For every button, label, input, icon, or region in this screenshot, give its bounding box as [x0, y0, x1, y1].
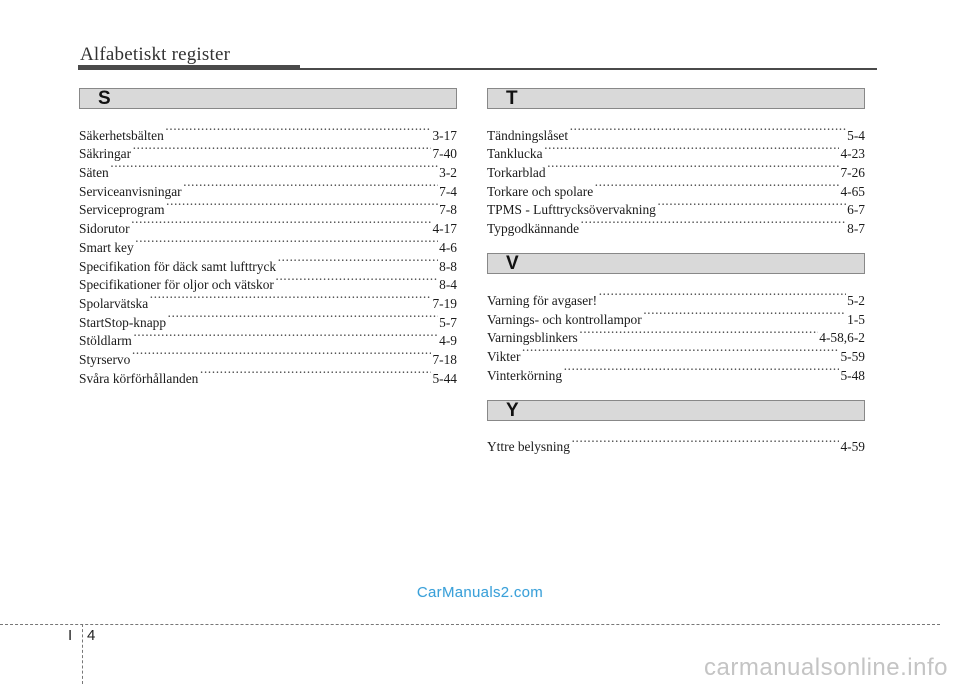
dot-leader [133, 327, 438, 346]
section-header-y [487, 400, 865, 421]
entry-page-ref: 5-59 [840, 348, 865, 364]
dot-leader [132, 140, 431, 159]
dot-leader [580, 214, 846, 233]
index-entry [487, 158, 865, 181]
dot-leader [594, 177, 839, 196]
dot-leader [657, 196, 846, 215]
section-letter-y: Y [506, 399, 519, 421]
entry-term: Serviceprogram [79, 202, 165, 218]
section-header-t [487, 88, 865, 109]
entry-page-ref: 3-17 [432, 127, 457, 143]
entry-term: TPMS - Lufttrycksövervakning [487, 202, 656, 218]
section-letter-v: V [506, 253, 519, 275]
entry-page-ref: 7-18 [432, 351, 457, 367]
index-entry [79, 327, 457, 349]
entry-term: Sidorutor [79, 221, 130, 237]
entry-page-ref: 4-65 [840, 183, 865, 199]
entry-term: Smart key [79, 239, 134, 255]
entry-term: Yttre belysning [487, 439, 570, 455]
dot-leader [131, 214, 432, 233]
title-underline-thin [300, 68, 877, 70]
entry-list-v [487, 274, 865, 383]
index-entry [79, 177, 457, 199]
entry-page-ref: 5-44 [432, 370, 457, 386]
entry-page-ref: 7-26 [840, 165, 865, 181]
entry-page-ref: 5-2 [847, 292, 865, 308]
dot-leader [110, 158, 438, 177]
dot-leader [131, 345, 431, 364]
entry-page-ref: 4-23 [840, 146, 865, 162]
section-letter-t: T [506, 88, 518, 109]
dot-leader [579, 324, 819, 343]
index-entry [487, 140, 865, 162]
entry-page-ref: 7-40 [432, 146, 457, 162]
entry-page-ref: 4-58,6-2 [819, 330, 865, 346]
entry-term: Specifikationer för oljor och vätskor [79, 277, 274, 293]
index-entry [79, 252, 457, 274]
dot-leader [135, 233, 438, 252]
index-entry [79, 233, 457, 255]
index-column-left [79, 88, 457, 403]
entry-term: Varning för avgaser! [487, 292, 598, 308]
entry-page-ref: 5-7 [439, 314, 457, 330]
entry-term: Vinterkörning [487, 367, 563, 383]
entry-term: Varningsblinkers [487, 330, 578, 346]
dot-leader [569, 121, 846, 140]
entry-page-ref: 4-9 [439, 333, 457, 349]
entry-term: Säkringar [79, 146, 132, 162]
section-header-s [79, 88, 457, 109]
entry-page-ref: 5-4 [847, 127, 865, 143]
index-entry [487, 361, 865, 383]
index-entry [79, 121, 457, 143]
dot-leader [547, 158, 840, 177]
entry-term: Styrservo [79, 351, 131, 367]
entry-page-ref: 4-59 [840, 439, 865, 455]
entry-term: Stöldlarm [79, 333, 132, 349]
index-entry [79, 364, 457, 386]
entry-term: Vikter [487, 348, 521, 364]
entry-term: Typgodkännande [487, 221, 580, 237]
entry-page-ref: 7-8 [439, 202, 457, 218]
index-entry [487, 286, 865, 308]
dot-leader [165, 121, 432, 140]
dot-leader [643, 305, 846, 324]
footer-rule [0, 624, 940, 625]
entry-term: Säkerhetsbälten [79, 127, 164, 143]
dot-leader [149, 289, 431, 308]
dot-leader [167, 308, 438, 327]
entry-term: Varnings- och kontrollampor [487, 311, 642, 327]
index-column-right [487, 88, 865, 471]
entry-term: Serviceanvisningar [79, 183, 182, 199]
dot-leader [521, 342, 839, 361]
entry-page-ref: 4-17 [432, 221, 457, 237]
dot-leader [199, 364, 431, 383]
dot-leader [277, 252, 438, 271]
entry-page-ref: 7-19 [432, 295, 457, 311]
dot-leader [598, 286, 846, 305]
title-underline-thick [78, 65, 300, 70]
entry-term: Torkare och spolare [487, 183, 594, 199]
footer-section-label: I [68, 627, 73, 644]
footer-page-number: 4 [87, 627, 96, 644]
index-entry [79, 345, 457, 367]
entry-list-y [487, 421, 865, 455]
entry-page-ref: 4-6 [439, 239, 457, 255]
entry-term: Torkarblad [487, 165, 546, 181]
entry-term: Spolarvätska [79, 295, 149, 311]
entry-page-ref: 8-4 [439, 277, 457, 293]
index-entry [79, 214, 457, 237]
index-entry [487, 342, 865, 364]
entry-term: Svåra körförhållanden [79, 370, 199, 386]
footer-vertical-rule [82, 624, 83, 684]
page-title: Alfabetiskt register [80, 44, 231, 65]
dot-leader [166, 196, 439, 215]
dot-leader [183, 177, 439, 196]
entry-page-ref: 8-7 [847, 221, 865, 237]
entry-term: StartStop-knapp [79, 314, 167, 330]
entry-page-ref: 7-4 [439, 183, 457, 199]
entry-page-ref: 8-8 [439, 258, 457, 274]
entry-page-ref: 3-2 [439, 165, 457, 181]
section-letter-s: S [98, 88, 111, 109]
entry-term: Säten [79, 165, 109, 181]
watermark-carmanuals2: CarManuals2.com [416, 584, 544, 601]
entry-list-s [79, 109, 457, 386]
entry-term: Tändningslåset [487, 127, 569, 143]
section-header-v [487, 253, 865, 274]
entry-page-ref: 1-5 [847, 311, 865, 327]
index-entry [79, 158, 457, 181]
index-entry [487, 121, 865, 143]
entry-list-t [487, 109, 865, 237]
index-entry [79, 140, 457, 162]
dot-leader [275, 271, 438, 290]
dot-leader [544, 140, 840, 159]
watermark-carmanualsonline: carmanualsonline.info [704, 654, 948, 681]
dot-leader [571, 433, 840, 452]
entry-term: Specifikation för däck samt lufttryck [79, 258, 277, 274]
index-entry [487, 433, 865, 455]
entry-term: Tanklucka [487, 146, 543, 162]
entry-page-ref: 6-7 [847, 202, 865, 218]
dot-leader [563, 361, 839, 380]
entry-page-ref: 5-48 [840, 367, 865, 383]
